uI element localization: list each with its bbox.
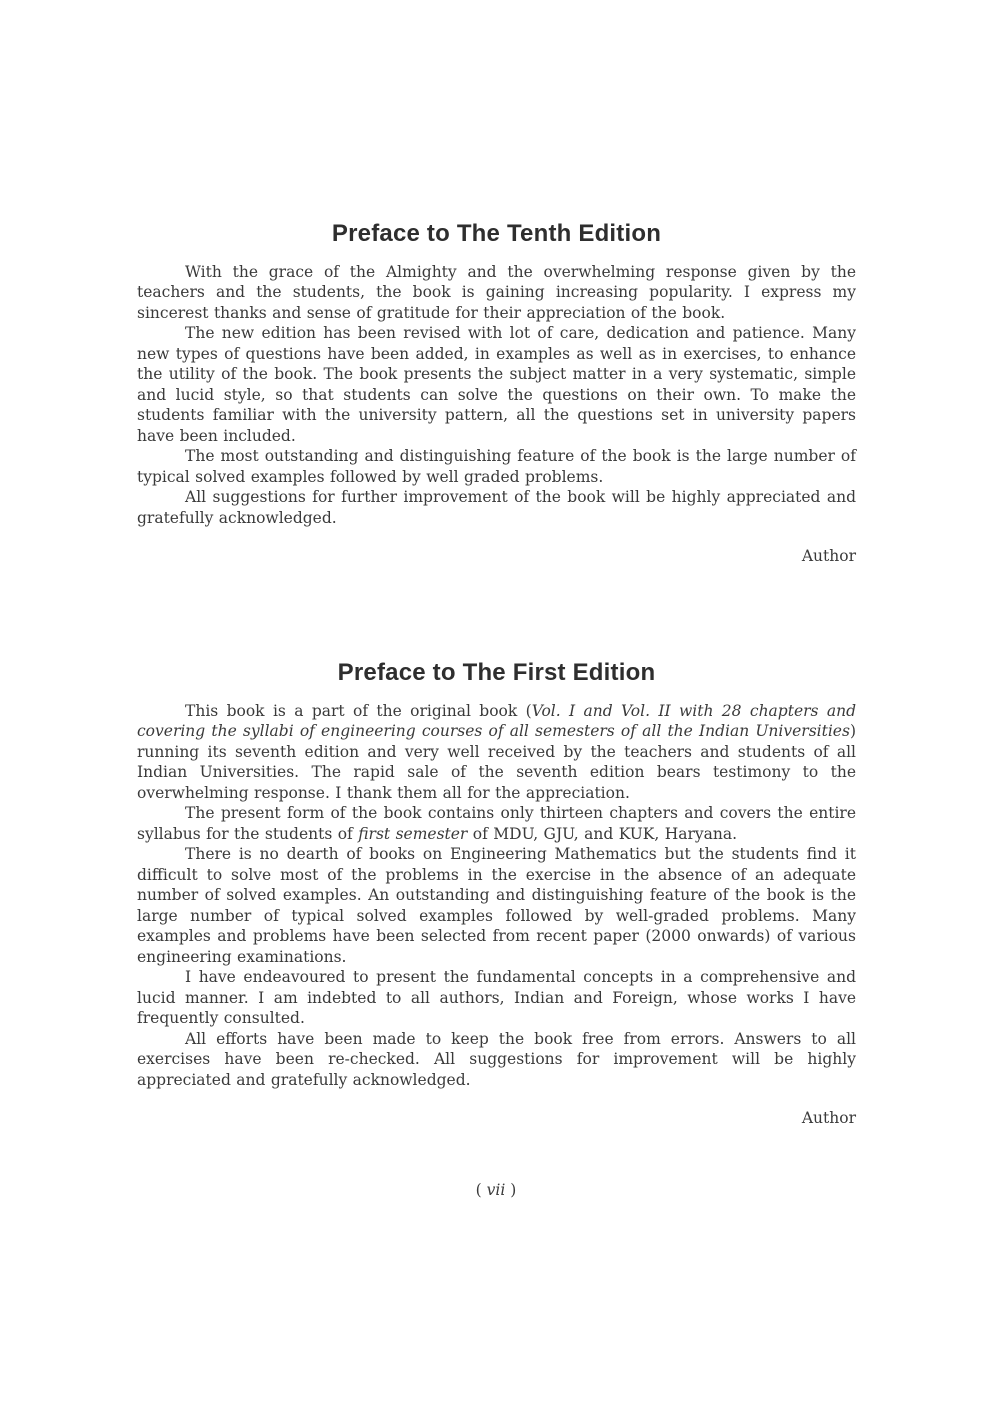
paragraph-text: The present form of the book contains only thirteen chapters and covers the entire syllabus for the students of (137, 804, 856, 843)
paragraph (137, 323, 856, 446)
author-signature: Author (801, 547, 856, 566)
paragraph (137, 446, 856, 487)
paragraph (137, 262, 856, 324)
page-number-footer (0, 1180, 992, 1200)
paragraph-text: All suggestions for further improvement of the book will be highly appreciated and gratefully acknowledged. (137, 488, 856, 527)
page-content (137, 0, 856, 1129)
paragraph-text: With the grace of the Almighty and the overwhelming response given by the teachers and the students, the book is gaining increasing popularity. I express my sincerest thanks and sense of gratitude for their appreciation of the book. (137, 262, 856, 322)
page-number: vii (486, 1181, 506, 1199)
paragraph (137, 844, 856, 967)
paragraph-text: There is no dearth of books on Engineering Mathematics but the students find it difficult to solve most of the problems in the exercise in the absence of an adequate number of solved examples. An outstanding and distinguishing feature of the book is the large number of typical solved examples followed by well-graded problems. Many examples and problems have been selected from recent paper (2000 onwards) of various engineering examinations. (137, 845, 856, 966)
paragraph-text-italic: Vol. I and Vol. II with 28 chapters and covering the syllabi of engineering courses of all semesters of all the Indian Universities (137, 701, 856, 741)
paragraph-text: The new edition has been revised with lot of care, dedication and patience. Many new types of questions have been added, in examples as well as in exercises, to enhance the utility of the book. The book presents the subject matter in a very systematic, simple and lucid style, so that students can solve the questions on their own. To make the students familiar with the university pattern, all the questions set in university papers have been included. (137, 324, 856, 445)
paragraph (137, 701, 856, 804)
section1-title: Preface to The Tenth Edition (331, 220, 662, 247)
paragraph-text: of MDU, GJU, and KUK, Haryana. (467, 824, 738, 843)
paragraph-text-italic: first semester (358, 824, 468, 843)
author-signature: Author (801, 1109, 856, 1128)
paragraph-text: All efforts have been made to keep the book free from errors. Answers to all exercises have been re-checked. All suggestions for improvement will be highly appreciated and gratefully acknowledged. (137, 1029, 856, 1089)
footer-paren-open: ( (475, 1181, 487, 1199)
paragraph (137, 1029, 856, 1091)
paragraph-text: I have endeavoured to present the fundamental concepts in a comprehensive and lucid manner. I am indebted to all authors, Indian and Foreign, whose works I have frequently consulted. (137, 968, 856, 1028)
paragraph-text: This book is a part of the original book ( (185, 701, 532, 720)
paragraph (137, 487, 856, 528)
paragraph-text: ) running its seventh edition and very well received by the teachers and students of all Indian Universities. The rapid sale of the seventh edition bears testimony to the overwhelming response. I thank them all for the appreciation. (137, 722, 856, 802)
section2-title: Preface to The First Edition (337, 658, 656, 686)
paragraph (137, 967, 856, 1029)
paragraph (137, 803, 856, 844)
paragraph-text: The most outstanding and distinguishing feature of the book is the large number of typical solved examples followed by well graded problems. (137, 447, 856, 486)
footer-paren-close: ) (505, 1181, 517, 1199)
